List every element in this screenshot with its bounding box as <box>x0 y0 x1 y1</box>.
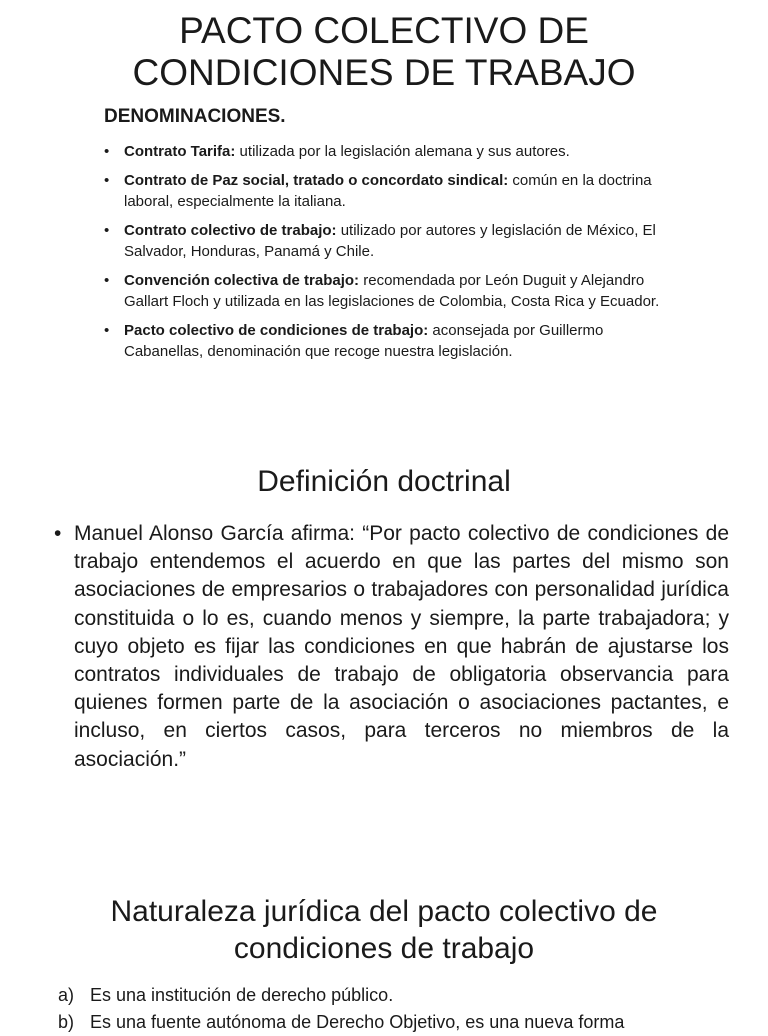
term-description: común en la doctrina laboral, especialmente la italiana. <box>124 172 652 210</box>
term: Contrato colectivo de trabajo: <box>124 222 337 239</box>
term: Contrato de Paz social, tratado o concordato sindical: <box>124 172 509 189</box>
item-marker: b) <box>58 1012 75 1032</box>
quote-text: Manuel Alonso García afirma: “Por pacto colectivo de condiciones de trabajo entendemos el acuerdo en que las partes del mismo son asociaciones de empresarios o trabajadores con personalidad jurídica constituida o lo es, cuando menos y siempre, la parte trabajadora; y cuyo objeto es fijar las condiciones en que habrán de ajustarse los contratos individuales de trabajo de obligatoria observancia para quienes formen parte de la asociación o asociaciones pactantes, e incluso, en ciertos casos, para terceros no miembros de la asociación.” <box>74 522 729 771</box>
term-description: utilizado por autores y legislación de México, El Salvador, Honduras, Panamá y Chile. <box>124 222 656 260</box>
list-item <box>104 270 664 312</box>
list-item <box>104 141 664 162</box>
title-line-2: CONDICIONES DE TRABAJO <box>132 52 636 93</box>
denominaciones-heading: DENOMINACIONES. <box>104 106 286 127</box>
denominaciones-list <box>104 141 664 370</box>
title-line-1: PACTO COLECTIVO DE <box>179 10 589 51</box>
term: Convención colectiva de trabajo: <box>124 272 360 289</box>
term-description: utilizada por la legislación alemana y sus autores. <box>235 143 570 160</box>
list-item <box>104 170 664 212</box>
item-marker: a) <box>58 985 75 1005</box>
term: Contrato Tarifa: <box>124 143 236 160</box>
slide-title-pacto-colectivo <box>0 10 768 94</box>
item-text: Es una fuente autónoma de Derecho Objetivo, es una nueva forma <box>90 1012 625 1032</box>
list-item <box>58 1009 718 1036</box>
title-line-1: Naturaleza jurídica del pacto colectivo de <box>110 895 658 928</box>
term-description: recomendada por León Duguit y Alejandro Gallart Floch y utilizada en las legislaciones de Colombia, Costa Rica y Ecuador. <box>124 272 660 310</box>
list-item <box>104 320 664 362</box>
definition-quote <box>54 520 729 774</box>
slide-title-naturaleza-juridica <box>0 893 768 967</box>
term-description: aconsejada por Guillermo Cabanellas, denominación que recoge nuestra legislación. <box>124 322 604 360</box>
slide-title-definicion-doctrinal: Definición doctrinal <box>257 465 511 498</box>
term: Pacto colectivo de condiciones de trabajo: <box>124 322 429 339</box>
naturaleza-list <box>58 982 718 1036</box>
list-item <box>58 982 718 1009</box>
title-line-2: condiciones de trabajo <box>233 932 535 965</box>
list-item <box>104 220 664 262</box>
bullet-marker: • <box>54 522 62 545</box>
item-text: Es una institución de derecho público. <box>90 985 394 1005</box>
